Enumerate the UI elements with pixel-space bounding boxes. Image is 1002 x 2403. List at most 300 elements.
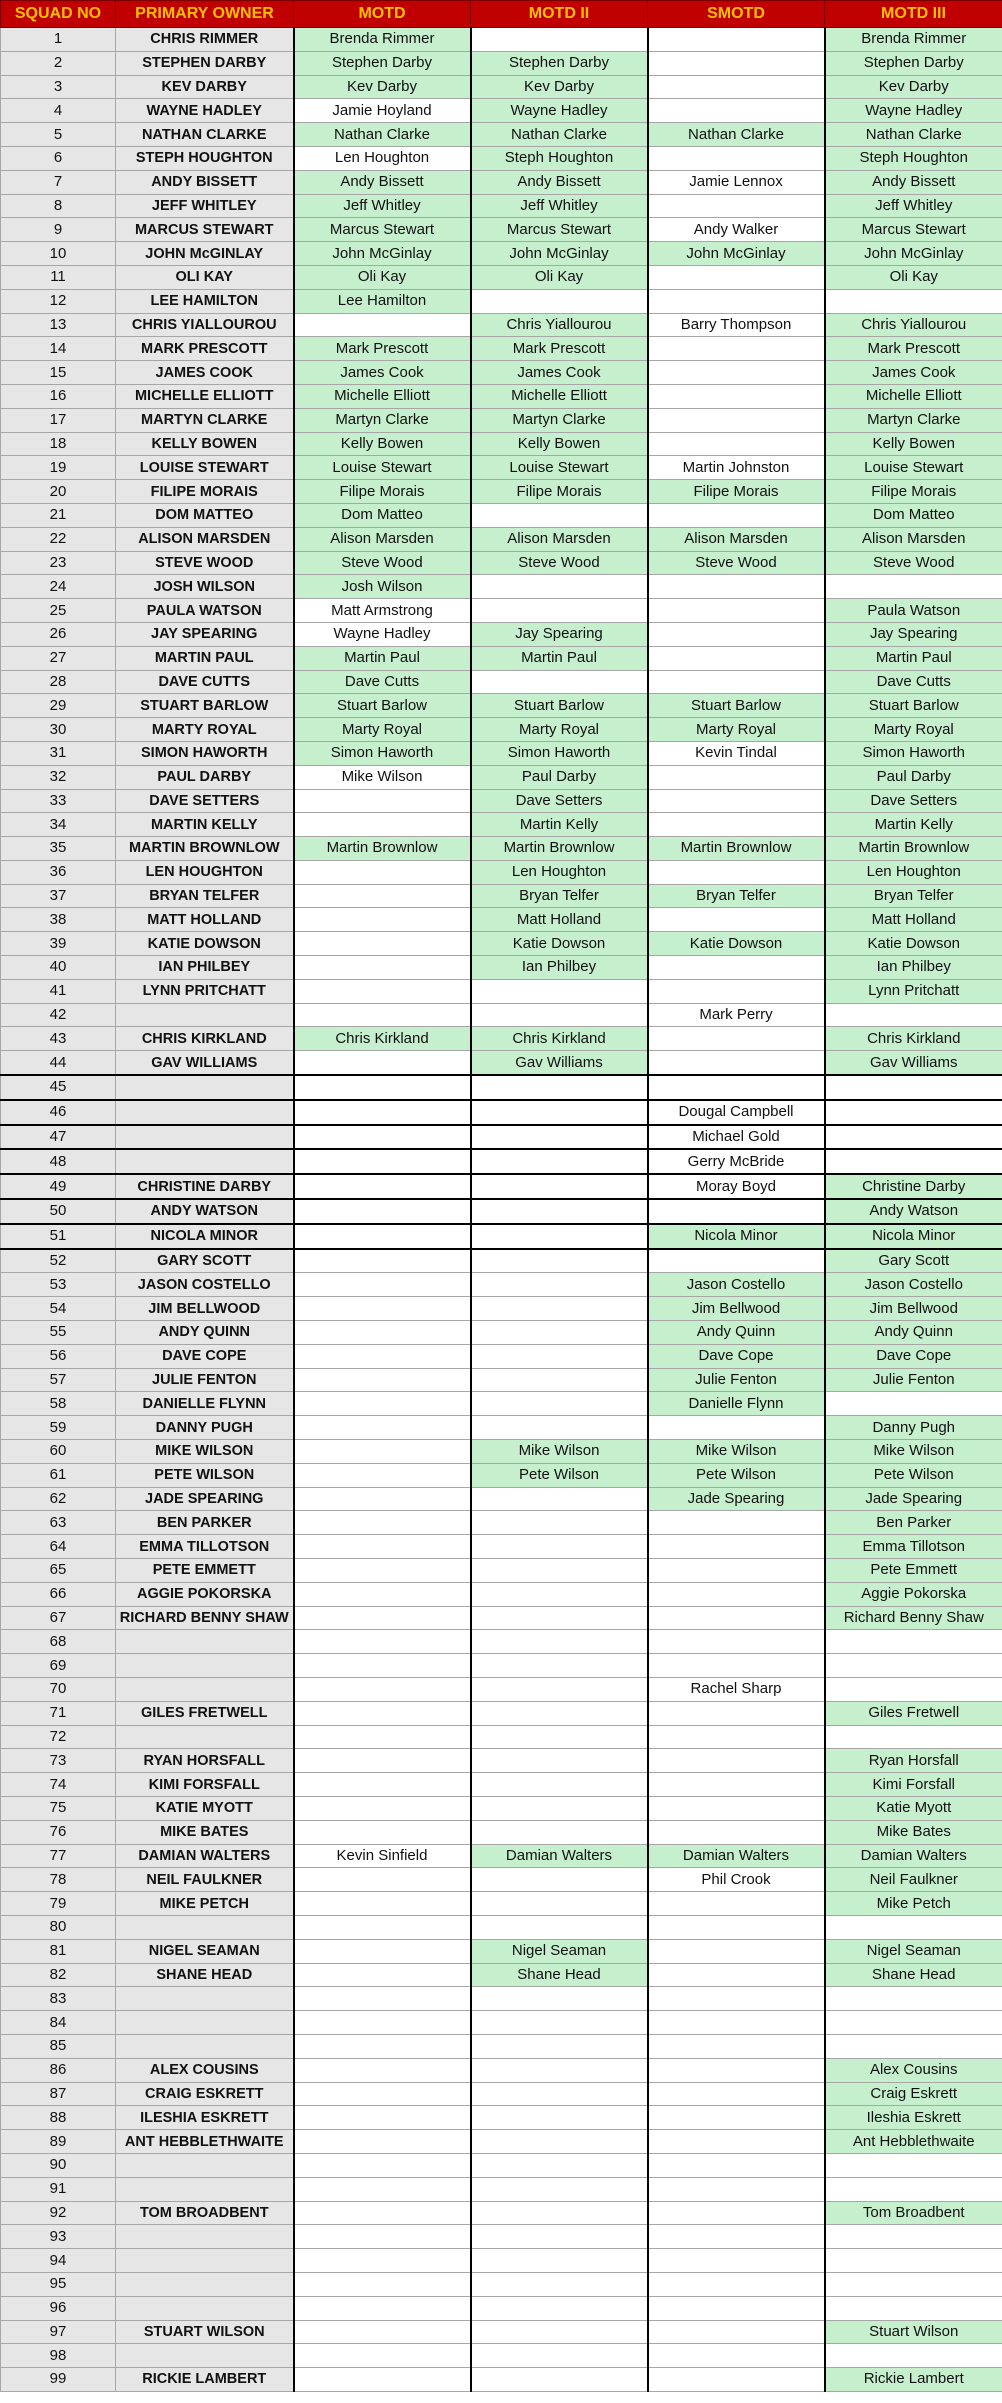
- smotd-cell[interactable]: Dougal Campbell: [648, 1100, 825, 1125]
- smotd-cell[interactable]: [648, 2344, 825, 2368]
- squad-no-cell[interactable]: 57: [1, 1368, 116, 1392]
- motd-iii-cell[interactable]: [825, 2296, 1002, 2320]
- smotd-cell[interactable]: [648, 1963, 825, 1987]
- motd-ii-cell[interactable]: Dave Setters: [471, 789, 648, 813]
- motd-iii-cell[interactable]: Kev Darby: [825, 75, 1002, 99]
- squad-no-cell[interactable]: 29: [1, 694, 116, 718]
- primary-owner-cell[interactable]: MARTIN BROWNLOW: [116, 837, 294, 861]
- smotd-cell[interactable]: [648, 2177, 825, 2201]
- squad-no-cell[interactable]: 12: [1, 289, 116, 313]
- primary-owner-cell[interactable]: STEVE WOOD: [116, 551, 294, 575]
- primary-owner-cell[interactable]: MIKE PETCH: [116, 1892, 294, 1916]
- motd-cell[interactable]: [294, 1701, 471, 1725]
- smotd-cell[interactable]: [648, 2368, 825, 2392]
- motd-iii-cell[interactable]: Dave Cutts: [825, 670, 1002, 694]
- motd-cell[interactable]: Jeff Whitley: [294, 194, 471, 218]
- motd-ii-cell[interactable]: [471, 1773, 648, 1797]
- motd-iii-cell[interactable]: Ant Hebblethwaite: [825, 2130, 1002, 2154]
- primary-owner-cell[interactable]: MARCUS STEWART: [116, 218, 294, 242]
- motd-cell[interactable]: Alison Marsden: [294, 527, 471, 551]
- motd-iii-cell[interactable]: Jim Bellwood: [825, 1297, 1002, 1321]
- smotd-cell[interactable]: [648, 1249, 825, 1273]
- motd-iii-cell[interactable]: Bryan Telfer: [825, 884, 1002, 908]
- squad-no-cell[interactable]: 56: [1, 1344, 116, 1368]
- smotd-cell[interactable]: [648, 265, 825, 289]
- motd-cell[interactable]: [294, 1915, 471, 1939]
- motd-iii-cell[interactable]: Alex Cousins: [825, 2058, 1002, 2082]
- motd-cell[interactable]: Simon Haworth: [294, 741, 471, 765]
- motd-iii-cell[interactable]: Stuart Barlow: [825, 694, 1002, 718]
- squad-no-cell[interactable]: 76: [1, 1820, 116, 1844]
- primary-owner-cell[interactable]: CHRIS YIALLOUROU: [116, 313, 294, 337]
- squad-no-cell[interactable]: 45: [1, 1075, 116, 1100]
- smotd-cell[interactable]: [648, 860, 825, 884]
- smotd-cell[interactable]: [648, 99, 825, 123]
- squad-no-cell[interactable]: 6: [1, 146, 116, 170]
- squad-no-cell[interactable]: 80: [1, 1915, 116, 1939]
- motd-ii-cell[interactable]: Steph Houghton: [471, 146, 648, 170]
- motd-iii-cell[interactable]: Marty Royal: [825, 718, 1002, 742]
- motd-iii-cell[interactable]: [825, 1100, 1002, 1125]
- squad-no-cell[interactable]: 62: [1, 1487, 116, 1511]
- motd-cell[interactable]: [294, 313, 471, 337]
- squad-no-cell[interactable]: 89: [1, 2130, 116, 2154]
- motd-cell[interactable]: [294, 1416, 471, 1440]
- smotd-cell[interactable]: [648, 2130, 825, 2154]
- primary-owner-cell[interactable]: DAVE COPE: [116, 1344, 294, 1368]
- primary-owner-cell[interactable]: MARK PRESCOTT: [116, 337, 294, 361]
- motd-cell[interactable]: [294, 2320, 471, 2344]
- motd-ii-cell[interactable]: [471, 1796, 648, 1820]
- smotd-cell[interactable]: [648, 384, 825, 408]
- smotd-cell[interactable]: [648, 1535, 825, 1559]
- motd-iii-cell[interactable]: [825, 1125, 1002, 1150]
- motd-iii-cell[interactable]: James Cook: [825, 361, 1002, 385]
- motd-iii-cell[interactable]: Aggie Pokorska: [825, 1582, 1002, 1606]
- primary-owner-cell[interactable]: KELLY BOWEN: [116, 432, 294, 456]
- motd-ii-cell[interactable]: [471, 599, 648, 623]
- motd-cell[interactable]: Martyn Clarke: [294, 408, 471, 432]
- motd-ii-cell[interactable]: [471, 1987, 648, 2011]
- motd-iii-cell[interactable]: Jeff Whitley: [825, 194, 1002, 218]
- motd-cell[interactable]: Kelly Bowen: [294, 432, 471, 456]
- motd-iii-cell[interactable]: Simon Haworth: [825, 741, 1002, 765]
- smotd-cell[interactable]: Michael Gold: [648, 1125, 825, 1150]
- motd-iii-cell[interactable]: Tom Broadbent: [825, 2201, 1002, 2225]
- primary-owner-cell[interactable]: [116, 2249, 294, 2273]
- primary-owner-cell[interactable]: OLI KAY: [116, 265, 294, 289]
- primary-owner-cell[interactable]: SHANE HEAD: [116, 1963, 294, 1987]
- primary-owner-cell[interactable]: JASON COSTELLO: [116, 1273, 294, 1297]
- motd-iii-cell[interactable]: Wayne Hadley: [825, 99, 1002, 123]
- primary-owner-cell[interactable]: JULIE FENTON: [116, 1368, 294, 1392]
- motd-iii-cell[interactable]: Chris Kirkland: [825, 1027, 1002, 1051]
- smotd-cell[interactable]: Kevin Tindal: [648, 741, 825, 765]
- motd-ii-cell[interactable]: [471, 1368, 648, 1392]
- motd-ii-cell[interactable]: Shane Head: [471, 1963, 648, 1987]
- smotd-cell[interactable]: [648, 2034, 825, 2058]
- smotd-cell[interactable]: [648, 1559, 825, 1583]
- motd-iii-cell[interactable]: [825, 2153, 1002, 2177]
- motd-iii-cell[interactable]: [825, 1725, 1002, 1749]
- smotd-cell[interactable]: [648, 2082, 825, 2106]
- motd-cell[interactable]: [294, 884, 471, 908]
- smotd-cell[interactable]: [648, 813, 825, 837]
- smotd-cell[interactable]: [648, 1654, 825, 1678]
- primary-owner-cell[interactable]: [116, 1125, 294, 1150]
- squad-no-cell[interactable]: 73: [1, 1749, 116, 1773]
- motd-ii-cell[interactable]: [471, 1344, 648, 1368]
- motd-iii-cell[interactable]: Andy Quinn: [825, 1321, 1002, 1345]
- primary-owner-cell[interactable]: JADE SPEARING: [116, 1487, 294, 1511]
- motd-ii-cell[interactable]: [471, 1559, 648, 1583]
- motd-iii-cell[interactable]: Andy Watson: [825, 1199, 1002, 1224]
- primary-owner-cell[interactable]: LOUISE STEWART: [116, 456, 294, 480]
- squad-no-cell[interactable]: 51: [1, 1224, 116, 1249]
- squad-no-cell[interactable]: 22: [1, 527, 116, 551]
- primary-owner-cell[interactable]: AGGIE POKORSKA: [116, 1582, 294, 1606]
- motd-cell[interactable]: [294, 2177, 471, 2201]
- smotd-cell[interactable]: Nicola Minor: [648, 1224, 825, 1249]
- motd-cell[interactable]: [294, 1559, 471, 1583]
- smotd-cell[interactable]: [648, 908, 825, 932]
- primary-owner-cell[interactable]: [116, 2034, 294, 2058]
- motd-iii-cell[interactable]: Andy Bissett: [825, 170, 1002, 194]
- motd-ii-cell[interactable]: Stuart Barlow: [471, 694, 648, 718]
- smotd-cell[interactable]: [648, 1051, 825, 1075]
- smotd-cell[interactable]: [648, 1630, 825, 1654]
- motd-ii-cell[interactable]: [471, 1125, 648, 1150]
- motd-ii-cell[interactable]: [471, 1868, 648, 1892]
- primary-owner-cell[interactable]: TOM BROADBENT: [116, 2201, 294, 2225]
- motd-ii-cell[interactable]: Nathan Clarke: [471, 123, 648, 147]
- primary-owner-cell[interactable]: JIM BELLWOOD: [116, 1297, 294, 1321]
- motd-iii-cell[interactable]: [825, 2011, 1002, 2035]
- squad-no-cell[interactable]: 31: [1, 741, 116, 765]
- primary-owner-cell[interactable]: NEIL FAULKNER: [116, 1868, 294, 1892]
- motd-cell[interactable]: Jamie Hoyland: [294, 99, 471, 123]
- motd-ii-cell[interactable]: Wayne Hadley: [471, 99, 648, 123]
- motd-cell[interactable]: [294, 2368, 471, 2392]
- squad-no-cell[interactable]: 24: [1, 575, 116, 599]
- motd-iii-cell[interactable]: Neil Faulkner: [825, 1868, 1002, 1892]
- primary-owner-cell[interactable]: [116, 1725, 294, 1749]
- motd-cell[interactable]: Dom Matteo: [294, 503, 471, 527]
- motd-cell[interactable]: Kev Darby: [294, 75, 471, 99]
- primary-owner-cell[interactable]: [116, 1987, 294, 2011]
- motd-iii-cell[interactable]: Martin Brownlow: [825, 837, 1002, 861]
- motd-cell[interactable]: James Cook: [294, 361, 471, 385]
- motd-iii-cell[interactable]: Marcus Stewart: [825, 218, 1002, 242]
- motd-iii-cell[interactable]: Katie Dowson: [825, 932, 1002, 956]
- header-primary-owner[interactable]: PRIMARY OWNER: [116, 1, 294, 28]
- motd-ii-cell[interactable]: [471, 1820, 648, 1844]
- primary-owner-cell[interactable]: MARTYN CLARKE: [116, 408, 294, 432]
- primary-owner-cell[interactable]: GILES FRETWELL: [116, 1701, 294, 1725]
- squad-no-cell[interactable]: 95: [1, 2272, 116, 2296]
- squad-no-cell[interactable]: 70: [1, 1677, 116, 1701]
- motd-cell[interactable]: [294, 2344, 471, 2368]
- squad-no-cell[interactable]: 20: [1, 480, 116, 504]
- motd-ii-cell[interactable]: Martin Paul: [471, 646, 648, 670]
- smotd-cell[interactable]: [648, 1987, 825, 2011]
- motd-cell[interactable]: [294, 1224, 471, 1249]
- smotd-cell[interactable]: Alison Marsden: [648, 527, 825, 551]
- squad-no-cell[interactable]: 39: [1, 932, 116, 956]
- smotd-cell[interactable]: Martin Brownlow: [648, 837, 825, 861]
- motd-ii-cell[interactable]: Jay Spearing: [471, 622, 648, 646]
- smotd-cell[interactable]: [648, 51, 825, 75]
- motd-cell[interactable]: [294, 1939, 471, 1963]
- motd-ii-cell[interactable]: [471, 2082, 648, 2106]
- motd-cell[interactable]: [294, 2034, 471, 2058]
- smotd-cell[interactable]: [648, 575, 825, 599]
- motd-ii-cell[interactable]: [471, 2130, 648, 2154]
- smotd-cell[interactable]: [648, 1075, 825, 1100]
- primary-owner-cell[interactable]: ANDY WATSON: [116, 1199, 294, 1224]
- primary-owner-cell[interactable]: [116, 1003, 294, 1027]
- motd-cell[interactable]: Len Houghton: [294, 146, 471, 170]
- squad-no-cell[interactable]: 99: [1, 2368, 116, 2392]
- motd-cell[interactable]: [294, 2130, 471, 2154]
- squad-no-cell[interactable]: 54: [1, 1297, 116, 1321]
- smotd-cell[interactable]: Katie Dowson: [648, 932, 825, 956]
- motd-ii-cell[interactable]: [471, 1224, 648, 1249]
- primary-owner-cell[interactable]: STUART BARLOW: [116, 694, 294, 718]
- motd-iii-cell[interactable]: Dave Setters: [825, 789, 1002, 813]
- motd-iii-cell[interactable]: Brenda Rimmer: [825, 28, 1002, 52]
- motd-ii-cell[interactable]: [471, 1654, 648, 1678]
- motd-ii-cell[interactable]: [471, 2272, 648, 2296]
- motd-ii-cell[interactable]: [471, 2249, 648, 2273]
- squad-no-cell[interactable]: 27: [1, 646, 116, 670]
- motd-ii-cell[interactable]: [471, 979, 648, 1003]
- primary-owner-cell[interactable]: [116, 2177, 294, 2201]
- motd-iii-cell[interactable]: [825, 1915, 1002, 1939]
- smotd-cell[interactable]: [648, 979, 825, 1003]
- smotd-cell[interactable]: Jason Costello: [648, 1273, 825, 1297]
- motd-ii-cell[interactable]: [471, 1273, 648, 1297]
- squad-no-cell[interactable]: 19: [1, 456, 116, 480]
- squad-no-cell[interactable]: 77: [1, 1844, 116, 1868]
- squad-no-cell[interactable]: 87: [1, 2082, 116, 2106]
- motd-ii-cell[interactable]: [471, 1487, 648, 1511]
- squad-no-cell[interactable]: 46: [1, 1100, 116, 1125]
- motd-iii-cell[interactable]: [825, 1630, 1002, 1654]
- primary-owner-cell[interactable]: MIKE WILSON: [116, 1440, 294, 1464]
- motd-iii-cell[interactable]: Mark Prescott: [825, 337, 1002, 361]
- header-smotd[interactable]: SMOTD: [648, 1, 825, 28]
- motd-cell[interactable]: [294, 1487, 471, 1511]
- smotd-cell[interactable]: Pete Wilson: [648, 1463, 825, 1487]
- squad-no-cell[interactable]: 93: [1, 2225, 116, 2249]
- smotd-cell[interactable]: [648, 1416, 825, 1440]
- primary-owner-cell[interactable]: DOM MATTEO: [116, 503, 294, 527]
- smotd-cell[interactable]: [648, 194, 825, 218]
- primary-owner-cell[interactable]: ALEX COUSINS: [116, 2058, 294, 2082]
- primary-owner-cell[interactable]: EMMA TILLOTSON: [116, 1535, 294, 1559]
- primary-owner-cell[interactable]: CHRIS RIMMER: [116, 28, 294, 52]
- motd-ii-cell[interactable]: [471, 289, 648, 313]
- primary-owner-cell[interactable]: NICOLA MINOR: [116, 1224, 294, 1249]
- squad-no-cell[interactable]: 33: [1, 789, 116, 813]
- motd-ii-cell[interactable]: Alison Marsden: [471, 527, 648, 551]
- motd-iii-cell[interactable]: Lynn Pritchatt: [825, 979, 1002, 1003]
- motd-cell[interactable]: [294, 2058, 471, 2082]
- motd-cell[interactable]: Louise Stewart: [294, 456, 471, 480]
- smotd-cell[interactable]: [648, 2011, 825, 2035]
- smotd-cell[interactable]: [648, 289, 825, 313]
- smotd-cell[interactable]: [648, 28, 825, 52]
- motd-cell[interactable]: [294, 1321, 471, 1345]
- motd-iii-cell[interactable]: [825, 2225, 1002, 2249]
- primary-owner-cell[interactable]: MARTIN KELLY: [116, 813, 294, 837]
- squad-no-cell[interactable]: 10: [1, 242, 116, 266]
- squad-no-cell[interactable]: 92: [1, 2201, 116, 2225]
- motd-ii-cell[interactable]: [471, 2344, 648, 2368]
- motd-ii-cell[interactable]: [471, 2368, 648, 2392]
- motd-cell[interactable]: [294, 1868, 471, 1892]
- motd-iii-cell[interactable]: Stephen Darby: [825, 51, 1002, 75]
- motd-iii-cell[interactable]: Michelle Elliott: [825, 384, 1002, 408]
- motd-ii-cell[interactable]: [471, 2106, 648, 2130]
- squad-no-cell[interactable]: 5: [1, 123, 116, 147]
- motd-iii-cell[interactable]: Jade Spearing: [825, 1487, 1002, 1511]
- motd-cell[interactable]: [294, 908, 471, 932]
- motd-ii-cell[interactable]: [471, 2296, 648, 2320]
- motd-iii-cell[interactable]: Kimi Forsfall: [825, 1773, 1002, 1797]
- motd-cell[interactable]: Mark Prescott: [294, 337, 471, 361]
- motd-ii-cell[interactable]: [471, 1199, 648, 1224]
- squad-no-cell[interactable]: 91: [1, 2177, 116, 2201]
- smotd-cell[interactable]: [648, 1027, 825, 1051]
- squad-no-cell[interactable]: 60: [1, 1440, 116, 1464]
- squad-no-cell[interactable]: 63: [1, 1511, 116, 1535]
- motd-iii-cell[interactable]: Richard Benny Shaw: [825, 1606, 1002, 1630]
- smotd-cell[interactable]: [648, 408, 825, 432]
- motd-iii-cell[interactable]: Paul Darby: [825, 765, 1002, 789]
- primary-owner-cell[interactable]: STEPH HOUGHTON: [116, 146, 294, 170]
- motd-iii-cell[interactable]: Dom Matteo: [825, 503, 1002, 527]
- motd-ii-cell[interactable]: [471, 1701, 648, 1725]
- primary-owner-cell[interactable]: BRYAN TELFER: [116, 884, 294, 908]
- motd-cell[interactable]: Stuart Barlow: [294, 694, 471, 718]
- smotd-cell[interactable]: Bryan Telfer: [648, 884, 825, 908]
- squad-no-cell[interactable]: 17: [1, 408, 116, 432]
- smotd-cell[interactable]: Danielle Flynn: [648, 1392, 825, 1416]
- motd-cell[interactable]: [294, 1368, 471, 1392]
- smotd-cell[interactable]: Andy Walker: [648, 218, 825, 242]
- motd-ii-cell[interactable]: [471, 1725, 648, 1749]
- motd-cell[interactable]: [294, 1749, 471, 1773]
- motd-ii-cell[interactable]: [471, 1892, 648, 1916]
- primary-owner-cell[interactable]: [116, 1630, 294, 1654]
- smotd-cell[interactable]: John McGinlay: [648, 242, 825, 266]
- squad-no-cell[interactable]: 84: [1, 2011, 116, 2035]
- motd-ii-cell[interactable]: Chris Yiallourou: [471, 313, 648, 337]
- motd-iii-cell[interactable]: Mike Bates: [825, 1820, 1002, 1844]
- squad-no-cell[interactable]: 69: [1, 1654, 116, 1678]
- motd-ii-cell[interactable]: [471, 1392, 648, 1416]
- smotd-cell[interactable]: [648, 670, 825, 694]
- motd-ii-cell[interactable]: [471, 2034, 648, 2058]
- smotd-cell[interactable]: [648, 646, 825, 670]
- primary-owner-cell[interactable]: [116, 1654, 294, 1678]
- squad-no-cell[interactable]: 50: [1, 1199, 116, 1224]
- smotd-cell[interactable]: [648, 337, 825, 361]
- primary-owner-cell[interactable]: PETE EMMETT: [116, 1559, 294, 1583]
- motd-iii-cell[interactable]: Nigel Seaman: [825, 1939, 1002, 1963]
- smotd-cell[interactable]: [648, 1892, 825, 1916]
- smotd-cell[interactable]: Andy Quinn: [648, 1321, 825, 1345]
- squad-no-cell[interactable]: 94: [1, 2249, 116, 2273]
- motd-ii-cell[interactable]: [471, 2177, 648, 2201]
- primary-owner-cell[interactable]: [116, 1075, 294, 1100]
- motd-iii-cell[interactable]: Martin Paul: [825, 646, 1002, 670]
- motd-ii-cell[interactable]: Len Houghton: [471, 860, 648, 884]
- motd-ii-cell[interactable]: [471, 2201, 648, 2225]
- motd-ii-cell[interactable]: [471, 1535, 648, 1559]
- motd-ii-cell[interactable]: [471, 1075, 648, 1100]
- smotd-cell[interactable]: Martin Johnston: [648, 456, 825, 480]
- motd-cell[interactable]: [294, 1392, 471, 1416]
- primary-owner-cell[interactable]: DANNY PUGH: [116, 1416, 294, 1440]
- squad-no-cell[interactable]: 23: [1, 551, 116, 575]
- primary-owner-cell[interactable]: SIMON HAWORTH: [116, 741, 294, 765]
- squad-no-cell[interactable]: 30: [1, 718, 116, 742]
- squad-no-cell[interactable]: 43: [1, 1027, 116, 1051]
- primary-owner-cell[interactable]: [116, 2225, 294, 2249]
- motd-ii-cell[interactable]: Kelly Bowen: [471, 432, 648, 456]
- motd-cell[interactable]: [294, 2011, 471, 2035]
- motd-cell[interactable]: Lee Hamilton: [294, 289, 471, 313]
- motd-cell[interactable]: [294, 1535, 471, 1559]
- motd-ii-cell[interactable]: Andy Bissett: [471, 170, 648, 194]
- motd-cell[interactable]: [294, 1630, 471, 1654]
- primary-owner-cell[interactable]: JOHN McGINLAY: [116, 242, 294, 266]
- motd-ii-cell[interactable]: [471, 503, 648, 527]
- motd-ii-cell[interactable]: James Cook: [471, 361, 648, 385]
- squad-no-cell[interactable]: 49: [1, 1174, 116, 1199]
- motd-iii-cell[interactable]: Chris Yiallourou: [825, 313, 1002, 337]
- motd-cell[interactable]: [294, 2201, 471, 2225]
- squad-no-cell[interactable]: 71: [1, 1701, 116, 1725]
- primary-owner-cell[interactable]: STEPHEN DARBY: [116, 51, 294, 75]
- smotd-cell[interactable]: Gerry McBride: [648, 1149, 825, 1174]
- motd-iii-cell[interactable]: Ileshia Eskrett: [825, 2106, 1002, 2130]
- primary-owner-cell[interactable]: GARY SCOTT: [116, 1249, 294, 1273]
- primary-owner-cell[interactable]: MARTY ROYAL: [116, 718, 294, 742]
- primary-owner-cell[interactable]: DAMIAN WALTERS: [116, 1844, 294, 1868]
- smotd-cell[interactable]: Nathan Clarke: [648, 123, 825, 147]
- motd-iii-cell[interactable]: Matt Holland: [825, 908, 1002, 932]
- motd-cell[interactable]: [294, 2225, 471, 2249]
- squad-no-cell[interactable]: 64: [1, 1535, 116, 1559]
- motd-iii-cell[interactable]: [825, 1987, 1002, 2011]
- primary-owner-cell[interactable]: ANDY QUINN: [116, 1321, 294, 1345]
- smotd-cell[interactable]: Mark Perry: [648, 1003, 825, 1027]
- smotd-cell[interactable]: [648, 956, 825, 980]
- smotd-cell[interactable]: [648, 2106, 825, 2130]
- primary-owner-cell[interactable]: RICKIE LAMBERT: [116, 2368, 294, 2392]
- motd-ii-cell[interactable]: [471, 1100, 648, 1125]
- motd-iii-cell[interactable]: Nicola Minor: [825, 1224, 1002, 1249]
- motd-cell[interactable]: [294, 1796, 471, 1820]
- motd-iii-cell[interactable]: Jay Spearing: [825, 622, 1002, 646]
- motd-ii-cell[interactable]: Marcus Stewart: [471, 218, 648, 242]
- smotd-cell[interactable]: [648, 1773, 825, 1797]
- motd-cell[interactable]: Martin Brownlow: [294, 837, 471, 861]
